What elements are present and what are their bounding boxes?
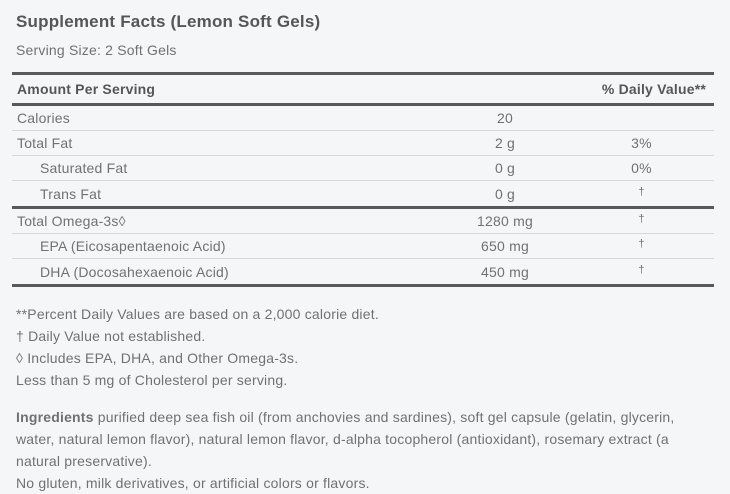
footnotes (12, 303, 714, 391)
amount-per-serving-header: Amount Per Serving (17, 81, 156, 97)
label-title: Supplement Facts (Lemon Soft Gels) (16, 12, 321, 31)
nutrient-name: Total Fat (17, 135, 73, 151)
ingredients-label: Ingredients (16, 409, 94, 425)
daily-value-header: % Daily Value** (601, 81, 706, 97)
serving-size: Serving Size: 2 Soft Gels (16, 42, 177, 58)
nutrient-amount: 1280 mg (477, 213, 533, 229)
footnote-percent-daily-values: **Percent Daily Values are based on a 2,000 calorie diet. (16, 306, 379, 322)
nutrient-daily-value: † (638, 185, 645, 198)
allergen-note: No gluten, milk derivatives, or artificial colors or flavors. (16, 475, 370, 491)
nutrient-name: EPA (Eicosapentaenoic Acid) (40, 238, 226, 254)
nutrient-name: DHA (Docosahexaenoic Acid) (40, 263, 229, 280)
table-row-total-fat (12, 131, 714, 156)
nutrient-name: Saturated Fat (40, 160, 128, 176)
nutrient-daily-value: † (638, 238, 645, 250)
table-row-epa (12, 234, 714, 259)
nutrient-daily-value: 3% (631, 135, 652, 151)
nutrient-daily-value: † (638, 213, 645, 225)
nutrient-daily-value: † (638, 263, 645, 276)
table-row-calories (12, 106, 714, 131)
nutrient-amount: 2 g (494, 135, 516, 151)
nutrient-name: Trans Fat (40, 185, 102, 202)
divider-thick (12, 284, 714, 287)
table-row-dha (12, 259, 714, 284)
table-header-row (12, 75, 714, 103)
ingredients-paragraph (12, 406, 714, 472)
table-row-trans-fat (12, 181, 714, 206)
table-row-saturated-fat (12, 156, 714, 181)
nutrient-daily-value: 0% (631, 160, 652, 176)
nutrient-amount: 450 mg (481, 263, 529, 280)
footnote-includes-omega3s: ◊ Includes EPA, DHA, and Other Omega-3s. (16, 350, 299, 366)
nutrient-name: Total Omega-3s◊ (17, 213, 126, 229)
nutrient-amount: 0 g (494, 160, 516, 176)
nutrient-amount: 0 g (494, 185, 516, 202)
table-row-total-omega3s (12, 209, 714, 234)
ingredients-text: purified deep sea fish oil (from anchovies and sardines), soft gel capsule (gelatin, glycerin, water, natural lemon flavor), natural lemon flavor, d-alpha tocopherol (antioxidant), rosemary extract (a natural preservative). (16, 409, 675, 469)
footnote-daily-value-not-established: † Daily Value not established. (16, 328, 206, 344)
footnote-cholesterol: Less than 5 mg of Cholesterol per serving. (16, 372, 288, 388)
nutrient-amount: 650 mg (481, 238, 529, 254)
nutrient-amount: 20 (497, 110, 513, 126)
nutrient-name: Calories (17, 110, 70, 126)
